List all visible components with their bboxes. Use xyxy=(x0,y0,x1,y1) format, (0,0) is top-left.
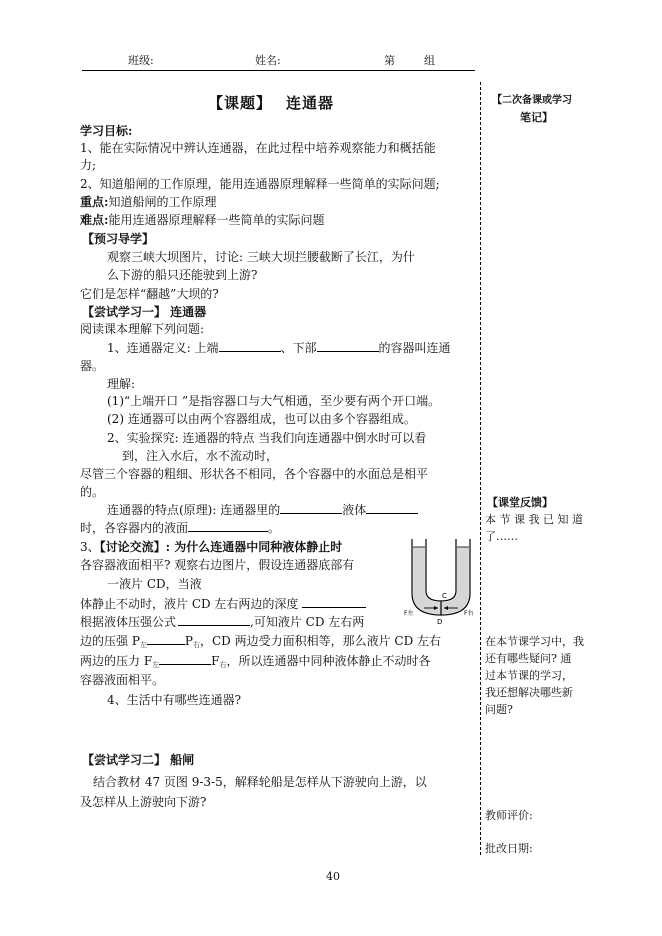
difficult-label: 难点: xyxy=(80,213,109,227)
force-text: 两边的压力 F xyxy=(80,654,153,668)
difficult-text: 能用连通器原理解释一些简单的实际问题 xyxy=(108,213,325,227)
definition-line xyxy=(107,340,451,357)
feedback-heading: 【课堂反馈】 xyxy=(487,496,553,509)
understand-1: (1)“上端开口 ”是指容器口与大气相通，至少要有两个开口端。 xyxy=(107,394,441,408)
key-text: 知道船闸的工作原理 xyxy=(108,195,217,209)
blank-upper-end[interactable] xyxy=(219,340,281,352)
discuss-line-7 xyxy=(80,653,431,672)
feature-line-2 xyxy=(80,520,280,537)
class-label: 班级: xyxy=(128,54,154,67)
pressure-after: ，CD 两边受力面积相等，那么液片 CD 左右 xyxy=(199,634,442,648)
label-d: D xyxy=(437,618,443,626)
pressure-right-sub: 右 xyxy=(192,641,200,649)
key-point xyxy=(80,194,216,211)
question-line-2: 还有哪些疑问? 通 xyxy=(485,652,572,665)
discuss-question: : 为什么连通器中同种液体静止时 xyxy=(165,540,343,554)
u-tube-inner xyxy=(426,539,456,601)
experiment-1: 2、实验探究: 连通器的特点 当我们向连通器中倒水时可以看 xyxy=(107,431,427,445)
discuss-line-4 xyxy=(80,596,366,613)
force-right-sub: 右 xyxy=(219,661,227,669)
try2-line-2: 及怎样从上游驶向下游? xyxy=(80,795,207,809)
feature-b: 液体 xyxy=(342,503,367,517)
experiment-3: 尽管三个容器的粗细、形状各不相同，各个容器中的水面总是相平 xyxy=(80,467,429,481)
discuss-line-3: 一液片 CD，当液 xyxy=(107,577,202,591)
goals-heading: 学习目标: xyxy=(80,124,133,138)
blank-force-compare[interactable] xyxy=(159,653,211,665)
column-divider xyxy=(480,82,481,855)
blank-pressure-compare[interactable] xyxy=(147,633,185,645)
u-tube-diagram xyxy=(404,537,478,627)
feature-c: 时，各容器内的液面 xyxy=(80,521,189,535)
di-label: 第 xyxy=(384,54,395,67)
preview-line-3: 它们是怎样“翻越”大坝的? xyxy=(80,287,219,301)
question-line-4: 我还想解决哪些新 xyxy=(485,686,573,699)
definition-c: 的容器叫连通 xyxy=(378,341,451,355)
question-line-3: 过本节课的学习， xyxy=(485,669,573,682)
difficult-point xyxy=(80,212,324,229)
feature-a: 连通器的特点(原理): 连通器里的 xyxy=(107,503,281,517)
try1-heading: 【尝试学习一】 连通器 xyxy=(82,305,207,319)
discuss-line-2: 各容器液面相平? 观察右边图片，假设连通器底部有 xyxy=(80,558,355,572)
key-label: 重点: xyxy=(80,195,109,209)
force-after: ，所以连通器中同种液体静止不动时各 xyxy=(226,654,431,668)
try1-read: 阅读课本理解下列问题: xyxy=(80,322,205,336)
blank-lower-part[interactable] xyxy=(317,340,379,352)
understand-label: 理解: xyxy=(107,377,136,391)
blank-liquid[interactable] xyxy=(280,502,342,514)
discuss-line-5 xyxy=(80,614,364,631)
title-text: 连通器 xyxy=(286,94,335,112)
blank-liquid-surface[interactable] xyxy=(188,520,268,532)
goal-1-line-b: 力; xyxy=(80,158,97,172)
definition-b: 、下部 xyxy=(280,341,317,355)
blank-formula[interactable] xyxy=(178,614,250,626)
formula-text: 根据液体压强公式 xyxy=(80,615,177,629)
header-rule xyxy=(82,70,475,71)
blank-depth[interactable] xyxy=(302,596,366,608)
feedback-line-1: 本 节 课 我 已 知 道 xyxy=(485,513,583,526)
pressure-left-sub: 左 xyxy=(139,641,147,649)
preview-heading: 【预习导学】 xyxy=(82,232,155,246)
force-left-sub: 左 xyxy=(152,661,160,669)
feature-d: 。 xyxy=(268,521,281,535)
try2-line-1: 结合教材 47 页图 9-3-5，解释轮船是怎样从下游驶向上游，以 xyxy=(93,775,427,789)
discuss-num: 3、 xyxy=(80,540,100,554)
pressure-text: 边的压强 P xyxy=(80,634,140,648)
discuss-line-6 xyxy=(80,633,441,652)
label-f-right: F右 xyxy=(464,610,474,617)
review-date: 批改日期: xyxy=(485,842,533,855)
question-line-5: 问题? xyxy=(485,703,513,716)
name-label: 姓名: xyxy=(255,54,281,67)
question-line-1: 在本节课学习中，我 xyxy=(485,635,584,648)
pressure-p: P xyxy=(184,634,193,648)
question-4: 4、生活中有哪些连通器? xyxy=(107,693,242,707)
teacher-evaluation: 教师评价: xyxy=(485,809,533,822)
force-f: F xyxy=(211,654,220,668)
understand-2: (2) 连通器可以由两个容器组成，也可以由多个容器组成。 xyxy=(107,412,416,426)
page-number: 40 xyxy=(326,870,340,883)
feedback-line-2: 了…… xyxy=(485,530,518,543)
notes-heading-1: 【二次备课或学习 xyxy=(492,95,572,106)
definition-a: 1、连通器定义: 上端 xyxy=(107,341,219,355)
notes-heading-2: 笔记】 xyxy=(520,111,553,124)
goal-2: 2、知道船闸的工作原理，能用连通器原理解释一些简单的实际问题; xyxy=(80,177,440,191)
experiment-2: 到，注入水后，水不流动时， xyxy=(122,449,279,463)
try2-heading: 【尝试学习二】 船闸 xyxy=(82,753,195,767)
discuss-line-8: 容器液面相平。 xyxy=(80,673,165,687)
definition-d: 器。 xyxy=(80,359,105,373)
label-f-left: F左 xyxy=(404,610,414,617)
goal-1-line-a: 1、能在实际情况中辨认连通器，在此过程中培养观察能力和概括能 xyxy=(80,141,436,155)
zu-label: 组 xyxy=(424,54,435,67)
feature-line-1 xyxy=(107,502,418,519)
label-c: C xyxy=(442,592,447,600)
page-title xyxy=(208,92,334,113)
depth-text: 体静止不动时，液片 CD 左右两边的深度 xyxy=(80,597,299,611)
title-bracket: 【课题】 xyxy=(208,94,273,112)
formula-after: ,可知液片 CD 左右两 xyxy=(250,615,365,629)
preview-line-1: 观察三峡大坝图片，讨论: 三峡大坝拦腰截断了长江，为什 xyxy=(107,250,415,264)
blank-liquid-state[interactable] xyxy=(366,502,418,514)
preview-line-2: 么下游的船只还能驶到上游? xyxy=(107,268,258,282)
experiment-4: 的。 xyxy=(80,485,105,499)
discuss-label: 【讨论交流】 xyxy=(99,540,166,554)
discuss-heading xyxy=(80,539,342,556)
